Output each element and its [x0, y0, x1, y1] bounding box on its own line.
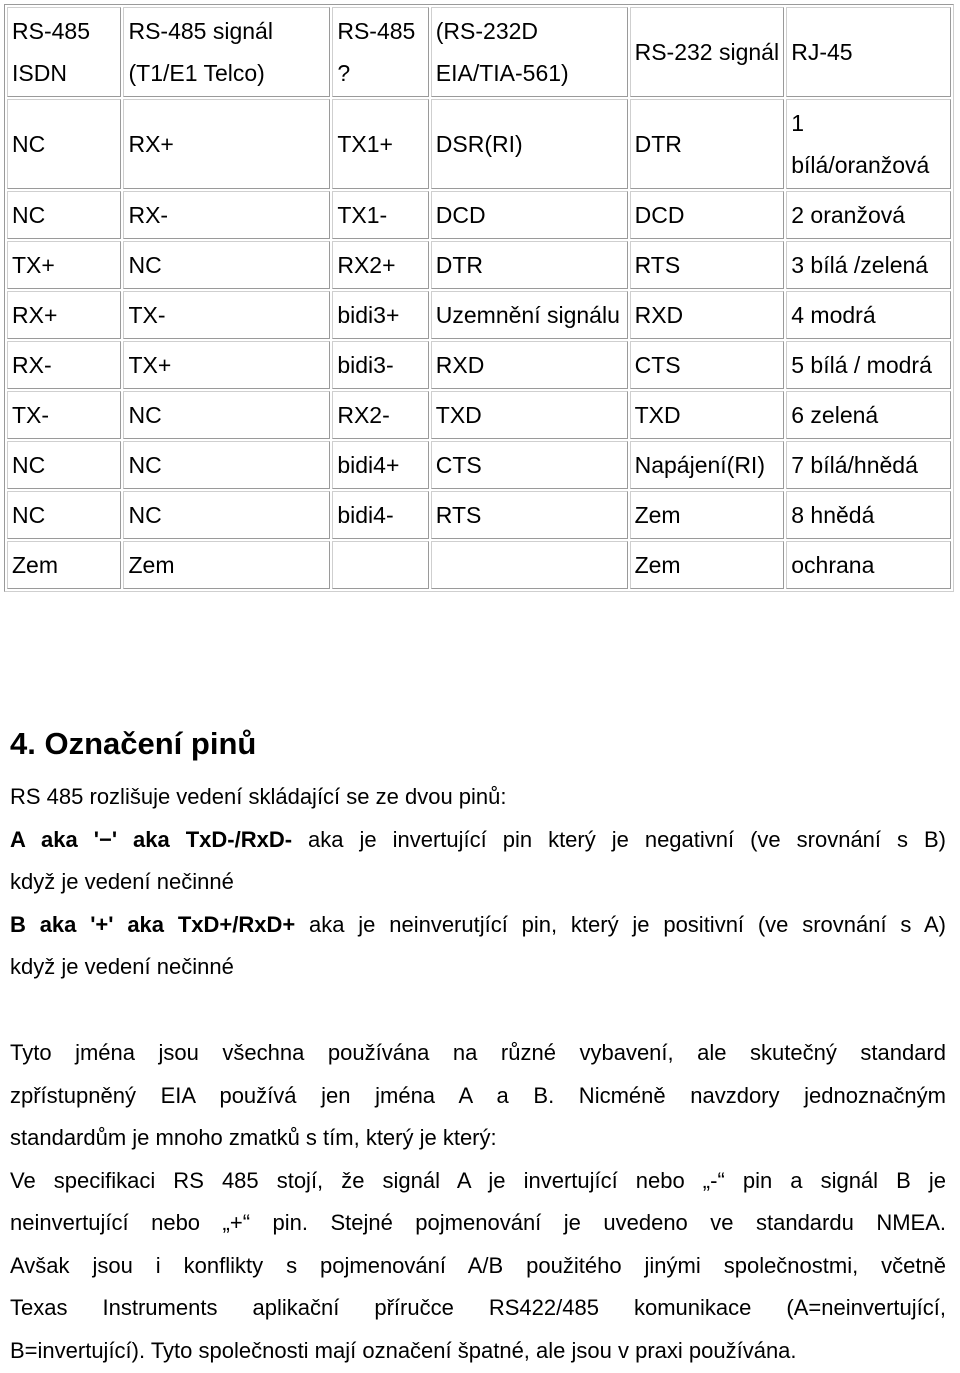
- pin-b-description: aka je neinverutjící pin, který je positivní (ve srovnání s A): [295, 912, 946, 937]
- table-cell: NC: [123, 241, 330, 289]
- table-cell: TX+: [123, 341, 330, 389]
- table-cell: 6 zelená: [786, 391, 951, 439]
- table-cell: (RS-232D EIA/TIA-561): [431, 7, 628, 97]
- intro-text: RS 485 rozlišuje vedení skládající se ze dvou pinů:: [10, 784, 507, 809]
- table-cell: NC: [7, 99, 121, 189]
- table-cell: DCD: [630, 191, 785, 239]
- table-cell: RX+: [7, 291, 121, 339]
- paragraph-line: Avšak jsou i konflikty s pojmenování A/B použitého jinými společnostmi, včetně: [10, 1253, 946, 1278]
- table-cell: Napájení(RI): [630, 441, 785, 489]
- table-cell: DTR: [431, 241, 628, 289]
- table-cell: RTS: [630, 241, 785, 289]
- table-cell: [332, 541, 428, 589]
- paragraph-line: standardům je mnoho zmatků s tím, který je který:: [10, 1125, 497, 1150]
- table-cell: Zem: [630, 491, 785, 539]
- paragraph-line: Tyto jména jsou všechna používána na různé vybavení, ale skutečný standard: [10, 1040, 946, 1065]
- table-cell: ochrana: [786, 541, 951, 589]
- table-cell: 3 bílá /zelená: [786, 241, 951, 289]
- table-cell: RX2+: [332, 241, 428, 289]
- table-cell: DCD: [431, 191, 628, 239]
- table-cell: bidi4+: [332, 441, 428, 489]
- section-title: 4. Označení pinů: [10, 726, 257, 761]
- table-cell: RXD: [431, 341, 628, 389]
- pin-a-description: aka je invertující pin který je negativní (ve srovnání s B): [292, 827, 946, 852]
- table-row: [7, 99, 951, 189]
- pin-b-definition: [10, 904, 946, 947]
- table-cell: NC: [123, 441, 330, 489]
- pin-b-description-cont: když je vedení nečinné: [10, 954, 234, 979]
- table-cell: RXD: [630, 291, 785, 339]
- pin-a-definition: [10, 819, 946, 862]
- table-row: [7, 341, 951, 389]
- table-row: [7, 241, 951, 289]
- table-cell: 1 bílá/oranžová: [786, 99, 951, 189]
- table-cell: NC: [7, 191, 121, 239]
- table-cell: bidi3-: [332, 341, 428, 389]
- table-cell: RS-232 signál: [630, 7, 785, 97]
- table-cell: RX-: [7, 341, 121, 389]
- table-cell: 4 modrá: [786, 291, 951, 339]
- table-cell: 7 bílá/hnědá: [786, 441, 951, 489]
- table-cell: TX1+: [332, 99, 428, 189]
- table-header-row: [7, 7, 951, 97]
- table-row: [7, 491, 951, 539]
- table-cell: bidi3+: [332, 291, 428, 339]
- paragraph-line: B=invertující). Tyto společnosti mají označení špatné, ale jsou v praxi používána.: [10, 1338, 797, 1363]
- table-cell: RS-485 ?: [332, 7, 428, 97]
- table-cell: Zem: [630, 541, 785, 589]
- table-cell: TX-: [123, 291, 330, 339]
- table-cell: Zem: [7, 541, 121, 589]
- table-cell: TX-: [7, 391, 121, 439]
- table-cell: CTS: [431, 441, 628, 489]
- paragraph-line: neinvertující nebo „+“ pin. Stejné pojmenování je uvedeno ve standardu NMEA.: [10, 1210, 946, 1235]
- table-cell: NC: [123, 391, 330, 439]
- pin-a-description-cont: když je vedení nečinné: [10, 869, 234, 894]
- table-cell: TX1-: [332, 191, 428, 239]
- table-cell: CTS: [630, 341, 785, 389]
- pin-b-name: B aka '+' aka TxD+/RxD+: [10, 912, 296, 937]
- table-cell: 5 bílá / modrá: [786, 341, 951, 389]
- table-cell: RX2-: [332, 391, 428, 439]
- table-cell: TXD: [431, 391, 628, 439]
- table-row: [7, 291, 951, 339]
- table-cell: DTR: [630, 99, 785, 189]
- paragraph-line: zpřístupněný EIA používá jen jména A a B. Nicméně navzdory jednoznačným: [10, 1083, 946, 1108]
- table-cell: RX+: [123, 99, 330, 189]
- pin-table: [4, 4, 954, 592]
- table-cell: RX-: [123, 191, 330, 239]
- table-cell: Zem: [123, 541, 330, 589]
- table-cell: [431, 541, 628, 589]
- table-row: [7, 441, 951, 489]
- table-cell: RS-485 signál (T1/E1 Telco): [123, 7, 330, 97]
- table-cell: TXD: [630, 391, 785, 439]
- paragraph-line: Ve specifikaci RS 485 stojí, že signál A je invertující nebo „-“ pin a signál B je: [10, 1168, 946, 1193]
- table-cell: DSR(RI): [431, 99, 628, 189]
- table-cell: Uzemnění signálu: [431, 291, 628, 339]
- pin-a-name: A aka '−' aka TxD-/RxD-: [10, 827, 293, 852]
- table-cell: NC: [123, 491, 330, 539]
- table-cell: TX+: [7, 241, 121, 289]
- table-cell: 8 hnědá: [786, 491, 951, 539]
- table-cell: RS-485 ISDN: [7, 7, 121, 97]
- table-cell: RTS: [431, 491, 628, 539]
- table-cell: bidi4-: [332, 491, 428, 539]
- table-cell: NC: [7, 491, 121, 539]
- table-cell: RJ-45: [786, 7, 951, 97]
- paragraph-line: Texas Instruments aplikační příručce RS422/485 komunikace (A=neinvertující,: [10, 1295, 946, 1320]
- table-cell: 2 oranžová: [786, 191, 951, 239]
- table-row: [7, 391, 951, 439]
- table-row: [7, 541, 951, 589]
- table-row: [7, 191, 951, 239]
- table-cell: NC: [7, 441, 121, 489]
